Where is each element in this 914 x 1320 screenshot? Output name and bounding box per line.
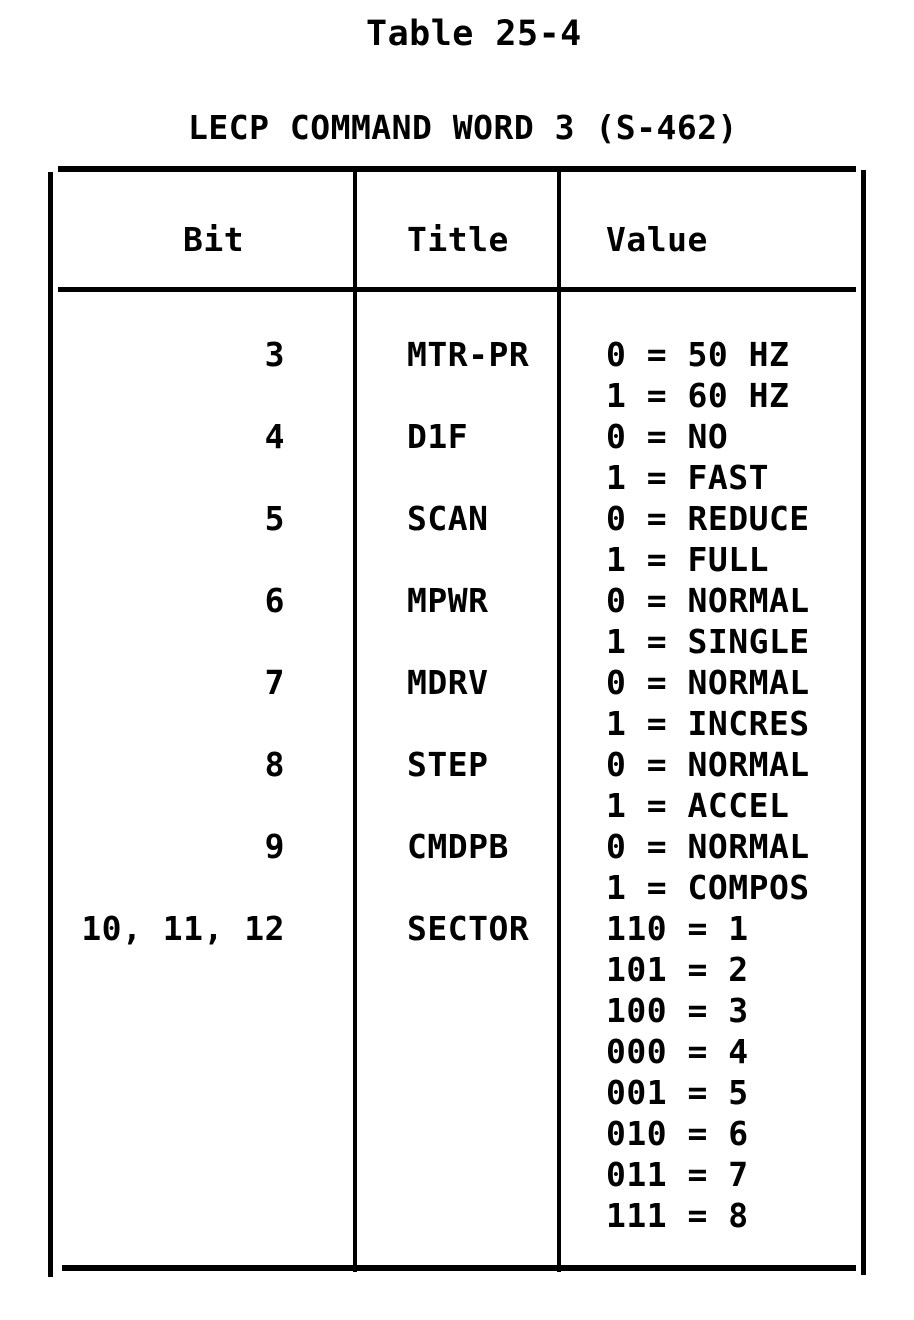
title-cell: CMDPB (407, 827, 509, 866)
value-line: 101 = 2 (606, 950, 749, 989)
bit-cell: 5 (264, 499, 285, 538)
table-border-top (58, 166, 856, 172)
bit-cell: 10, 11, 12 (81, 909, 285, 948)
value-line: 1 = FAST (606, 458, 769, 497)
bit-cell: 7 (264, 663, 285, 702)
value-line: 011 = 7 (606, 1155, 749, 1194)
value-line: 1 = FULL (606, 540, 769, 579)
bit-cell: 6 (264, 581, 285, 620)
value-line: 1 = 60 HZ (606, 376, 790, 415)
value-line: 100 = 3 (606, 991, 749, 1030)
title-cell: MTR-PR (407, 335, 530, 374)
bit-cell: 4 (264, 417, 285, 456)
table-border-right (861, 170, 866, 1275)
bit-cell: 9 (264, 827, 285, 866)
bit-cell: 3 (264, 335, 285, 374)
value-line: 0 = REDUCE (606, 499, 810, 538)
value-line: 1 = INCRES (606, 704, 810, 743)
column-header-value: Value (606, 220, 708, 259)
value-line: 0 = 50 HZ (606, 335, 790, 374)
title-cell: MDRV (407, 663, 489, 702)
table-column-divider-2 (557, 172, 561, 1272)
value-line: 110 = 1 (606, 909, 749, 948)
table-column-divider-1 (353, 172, 357, 1272)
table-border-left (48, 172, 53, 1277)
value-line: 1 = COMPOS (606, 868, 810, 907)
value-line: 000 = 4 (606, 1032, 749, 1071)
page-title: Table 25-4 (366, 14, 582, 54)
value-line: 0 = NORMAL (606, 581, 810, 620)
value-line: 001 = 5 (606, 1073, 749, 1112)
title-cell: MPWR (407, 581, 489, 620)
value-line: 1 = ACCEL (606, 786, 790, 825)
title-cell: SCAN (407, 499, 489, 538)
column-header-title: Title (407, 220, 509, 259)
title-cell: STEP (407, 745, 489, 784)
bit-cell: 8 (264, 745, 285, 784)
page-subtitle: LECP COMMAND WORD 3 (S-462) (188, 108, 738, 147)
title-cell: D1F (407, 417, 469, 456)
value-line: 0 = NO (606, 417, 729, 456)
value-line: 0 = NORMAL (606, 745, 810, 784)
value-line: 0 = NORMAL (606, 663, 810, 702)
value-line: 111 = 8 (606, 1196, 749, 1235)
table-header-divider (58, 287, 856, 292)
value-line: 010 = 6 (606, 1114, 749, 1153)
title-cell: SECTOR (407, 909, 530, 948)
value-line: 0 = NORMAL (606, 827, 810, 866)
value-line: 1 = SINGLE (606, 622, 810, 661)
table-border-bottom (62, 1265, 856, 1271)
column-header-bit: Bit (183, 220, 245, 259)
